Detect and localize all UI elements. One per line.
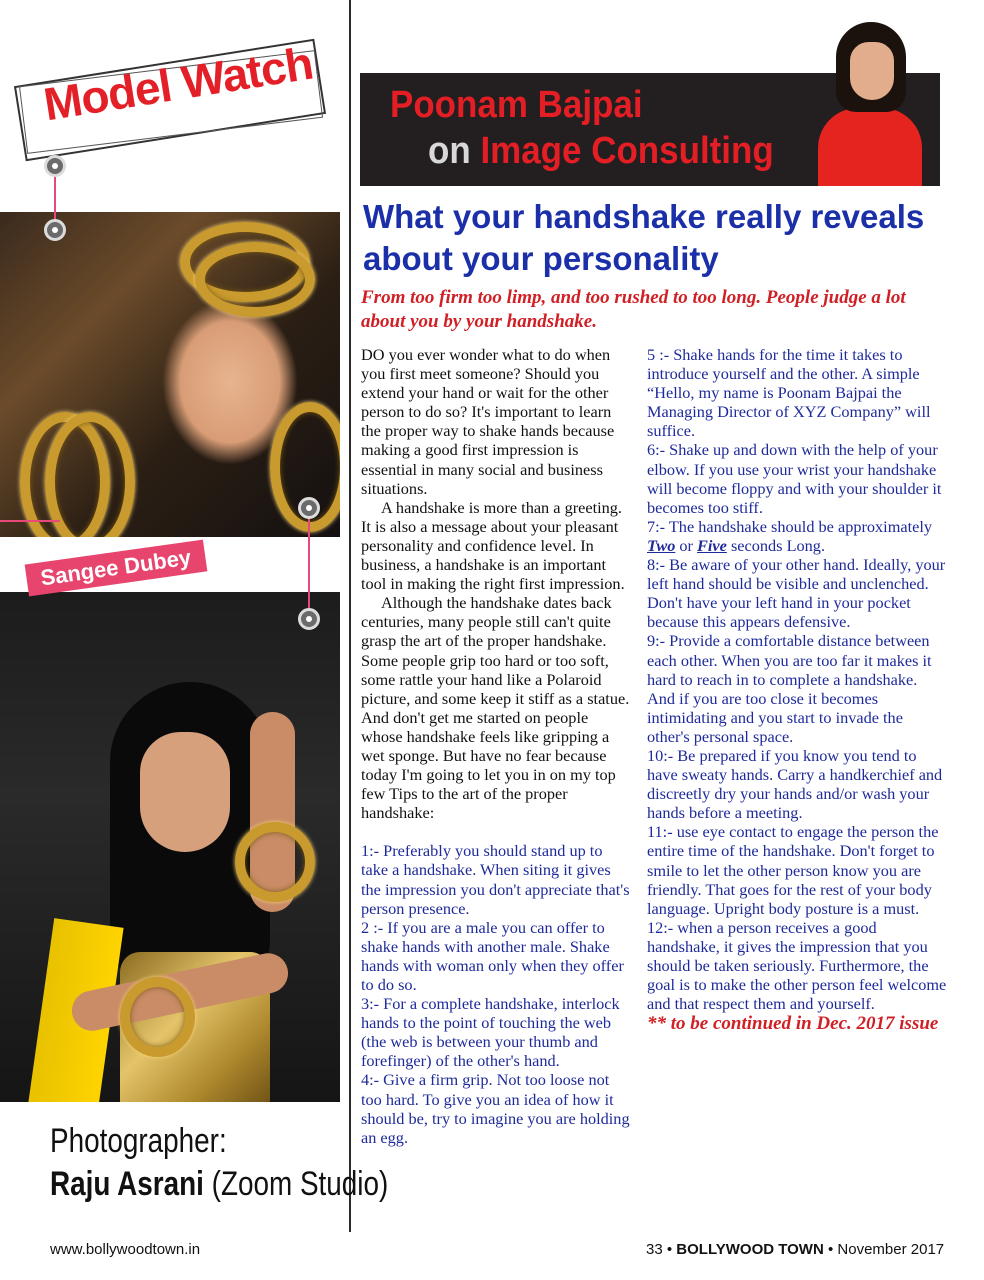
connector-dot-icon [44, 155, 66, 177]
article-headline: What your handshake really reveals about your personality [363, 198, 925, 277]
photographer-name: Raju Asrani [50, 1165, 204, 1203]
tip-paragraph: 4:- Give a firm grip. Not too loose not too hard. To give you an idea of how it should be, try to imagine you are holding an egg. [361, 1070, 630, 1147]
connector-line [308, 508, 310, 620]
intro-paragraph: DO you ever wonder what to do when you first meet someone? Should you extend your hand or wait for the other person to do so? It's important to learn the proper way to shake hands because making a good first impression is essential in many social and business situations. [361, 345, 615, 498]
bangle-shape [195, 242, 315, 317]
banner-topic [428, 130, 774, 173]
model-photo-1 [0, 212, 340, 537]
connector-dot-icon [298, 608, 320, 630]
tip-paragraph: 12:- when a person receives a good handshake, it gives the impression that you should be taken seriously. Furthermore, the goal is to make the other person feel welcome and that respect them and yourself. [647, 917, 947, 1014]
tip-paragraph: 11:- use eye contact to engage the person the entire time of the handshake. Don't forget to smile to let the other person know you are friendly. That goes for the rest of your body language. Upright body posture is a must. [647, 822, 939, 918]
tip-paragraph: 1:- Preferably you should stand up to take a handshake. When siting it gives the impression you don't appreciate that's person presence. [361, 841, 630, 918]
model-photo-2 [0, 592, 340, 1102]
photographer-name-line [50, 1165, 388, 1204]
banner-author: Poonam Bajpai [390, 84, 643, 126]
bangle-shape [235, 822, 315, 902]
photo-shape [140, 732, 230, 852]
tip-paragraph: 6:- Shake up and down with the help of your elbow. If you use your wrist your handshake will become floppy and with your shoulder it becomes too stiff. [647, 440, 942, 517]
connector-dot-icon [298, 497, 320, 519]
spacer [361, 822, 633, 841]
continued-note: ** to be continued in Dec. 2017 issue [647, 1013, 939, 1035]
banner-topic-text: Image Consulting [480, 130, 774, 172]
tip7-pre: 7:- The handshake should be approximately [647, 516, 933, 536]
tip7-post: seconds Long. [726, 535, 826, 555]
photographer-studio: (Zoom Studio) [211, 1165, 389, 1203]
tip7-five: Five [697, 535, 727, 555]
intro-paragraph: A handshake is more than a greeting. It is also a message about your pleasant personality and confidence level. In business, a handshake is an important tool in making the right first impression. [361, 497, 625, 594]
footer-page-info [646, 1241, 944, 1258]
tip-paragraph: 9:- Provide a comfortable distance between each other. When you are too far it makes it hard to reach in to complete a handshake. And if you are too close it becomes intimidating and you start to invade the other's personal space. [647, 631, 932, 746]
author-portrait [818, 22, 922, 186]
intro-paragraph: Although the handshake dates back centuries, many people still can't quite grasp the art of the proper handshake. Some people grip too hard or too soft, some rattle your hand like a Polaroid picture, and some keep it stiff as a statue. And don't get me started on people whose handshake feels like gripping a wet sponge. But have no fear because today I'm going to let you in on my top few Tips to the art of the proper handshake: [361, 593, 630, 823]
article-standfirst: From too firm too limp, and too rushed to too long. People judge a lot about you by your handshake. [361, 287, 906, 332]
tip-paragraph: 5 :- Shake hands for the time it takes to introduce yourself and the other. A simple “Hello, my name is Poonam Bajpai the Managing Director of XYZ Company” will suffice. [647, 345, 931, 441]
footer-website: www.bollywoodtown.in [50, 1241, 201, 1258]
model-name-tag: Sangee Dubey [25, 540, 207, 597]
article-column-1 [361, 345, 633, 1147]
magazine-name: BOLLYWOOD TOWN [676, 1241, 824, 1258]
tip7-two: Two [647, 535, 676, 555]
tip7-or: or [675, 535, 698, 555]
tip-paragraph: 10:- Be prepared if you know you tend to have sweaty hands. Carry a handkerchief and discreetly dry your hands and/or wash your hands before a meeting. [647, 745, 943, 823]
bangle-shape [120, 977, 195, 1057]
photographer-label: Photographer: [50, 1122, 227, 1160]
tip-paragraph: 3:- For a complete handshake, interlock hands to the point of touching the web (the web is between your thumb and forefinger) of the other's hand. [361, 994, 620, 1071]
page-number: 33 [646, 1241, 663, 1258]
column-divider [349, 0, 351, 1232]
connector-dot-icon [44, 219, 66, 241]
issue-date: November 2017 [837, 1241, 945, 1258]
article-column-2 [647, 345, 947, 1035]
footer-sep: • [827, 1241, 834, 1258]
section-label: Model Watch [40, 36, 316, 131]
tip-paragraph: 8:- Be aware of your other hand. Ideally, your left hand should be visible and unclenched. Don't have your left hand in your pocket because this appears defensive. [647, 555, 946, 632]
portrait-shape [818, 108, 922, 186]
banner-on: on [428, 130, 471, 172]
tip-paragraph-7 [647, 517, 947, 555]
footer-sep: • [666, 1241, 673, 1258]
tip-paragraph: 2 :- If you are a male you can offer to shake hands with another male. Shake hands with woman only when they offer to do so. [361, 917, 624, 994]
portrait-shape [850, 42, 894, 100]
bangle-shape [45, 412, 135, 537]
connector-line [0, 520, 60, 522]
